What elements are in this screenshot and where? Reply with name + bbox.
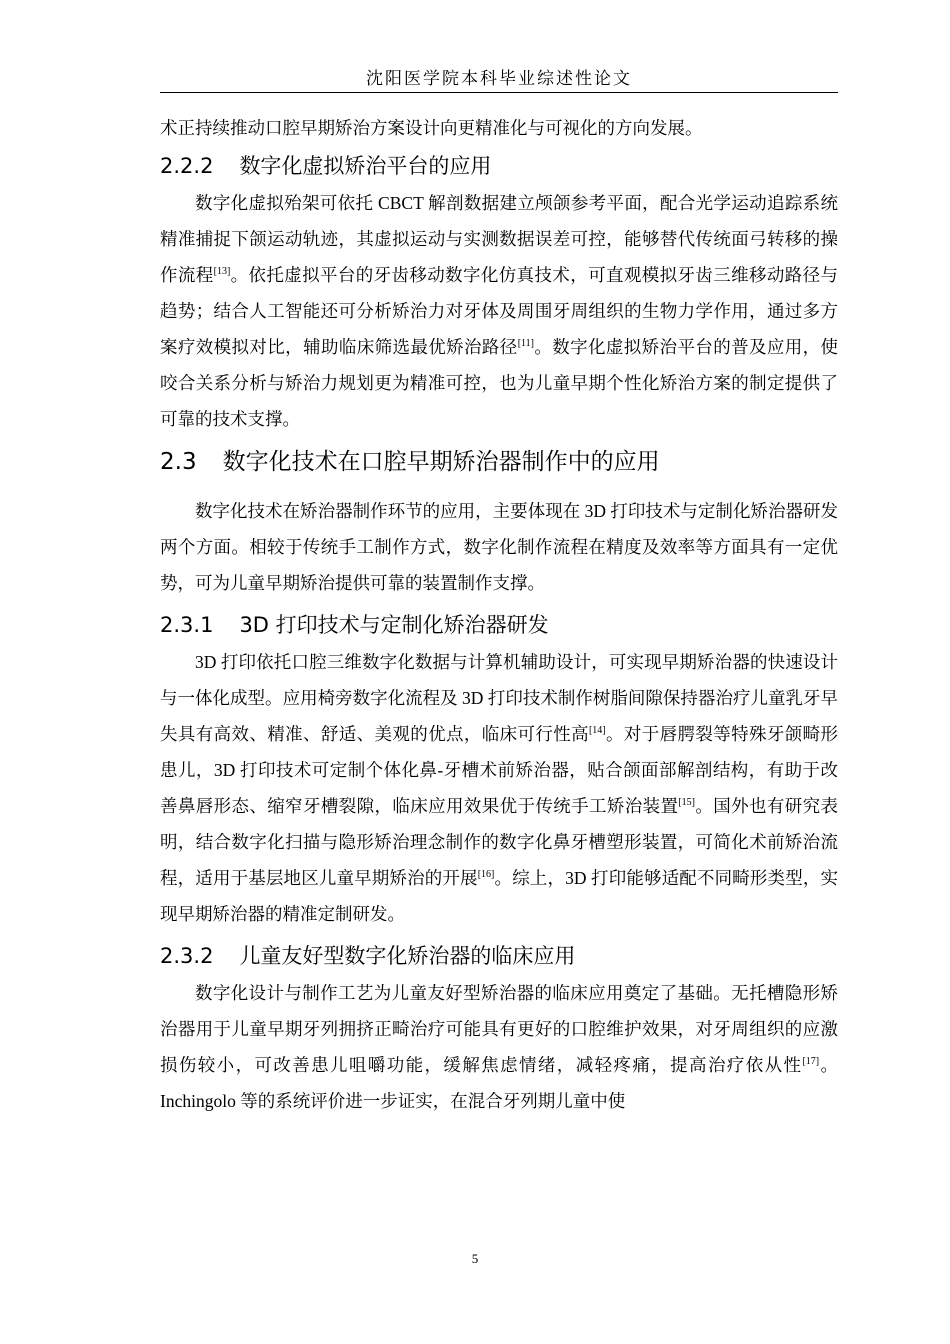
- text-run: 。依托虚拟平台的牙齿移动数字化仿真技术，可直观模拟牙齿三维移动路径与趋势；结合人工智能还可分析矫治力对牙体及周围牙周组织的生物力学作用，通过多方案疗效模拟对比，辅助临床筛选最优矫治路径: [160, 265, 839, 357]
- paragraph: [160, 185, 838, 437]
- citation: [14]: [588, 725, 606, 737]
- text-run: 3D 打印依托口腔三维数字化数据与计算机辅助设计，可实现早期矫治器的快速设计与一体化成型。应用椅旁数字化流程及 3D 打印技术制作树脂间隙保持器治疗儿童乳牙早失具有高效、精准、舒适、美观的优点，临床可行性高: [160, 652, 838, 744]
- section-heading-2-3-1: [160, 611, 838, 639]
- paragraph: [160, 975, 838, 1119]
- text-run: 。数字化虚拟矫治平台的普及应用，使咬合关系分析与矫治力规划更为精准可控，也为儿童早期个性化矫治方案的制定提供了可靠的技术支撑。: [160, 337, 839, 429]
- paragraph: 数字化技术在矫治器制作环节的应用，主要体现在 3D 打印技术与定制化矫治器研发两个方面。相较于传统手工制作方式，数字化制作流程在精度及效率等方面具有一定优势，可为儿童早期矫治提供可靠的装置制作支撑。: [160, 501, 838, 593]
- running-header: 沈阳医学院本科毕业综述性论文: [366, 69, 632, 89]
- text-run: 数字化虚拟殆架可依托 CBCT 解剖数据建立颅颌参考平面，配合光学运动追踪系统精准捕捉下颌运动轨迹，其虚拟运动与实测数据误差可控，能够替代传统面弓转移的操作流程: [160, 193, 838, 285]
- text-run: 数字化设计与制作工艺为儿童友好型矫治器的临床应用奠定了基础。无托槽隐形矫治器用于儿童早期牙列拥挤正畸治疗可能具有更好的口腔维护效果，对牙周组织的应激损伤较小，可改善患儿咀嚼功能，缓解焦虑情绪，减轻疼痛，提高治疗依从性: [160, 983, 838, 1075]
- section-number: 2.3.2: [160, 944, 214, 968]
- citation: [11]: [517, 338, 534, 350]
- section-number: 2.2.2: [160, 154, 214, 178]
- section-title: 3D 打印技术与定制化矫治器研发: [239, 613, 549, 637]
- section-heading-2-3-2: [160, 942, 838, 970]
- section-heading-2-2-2: [160, 152, 838, 180]
- section-title: 数字化虚拟矫治平台的应用: [239, 154, 492, 178]
- text-run: 。国外也有研究表明，结合数字化扫描与隐形矫治理念制作的数字化鼻牙槽塑形装置，可简化术前矫治流程，适用于基层地区儿童早期矫治的开展: [160, 796, 839, 888]
- section-title: 儿童友好型数字化矫治器的临床应用: [239, 944, 576, 968]
- citation: [13]: [213, 266, 231, 278]
- citation: [17]: [802, 1056, 820, 1068]
- section-number: 2.3.1: [160, 613, 214, 637]
- header-rule: [160, 92, 838, 93]
- text-run: 。Inchingolo 等的系统评价进一步证实，在混合牙列期儿童中使: [160, 1055, 839, 1111]
- citation: [16]: [477, 869, 495, 881]
- citation: [15]: [678, 797, 696, 809]
- continuation-paragraph: 术正持续推动口腔早期矫治方案设计向更精准化与可视化的方向发展。: [160, 118, 703, 138]
- section-number: 2.3: [160, 449, 197, 475]
- body-content: [160, 110, 838, 1119]
- text-run: 。综上，3D 打印能够适配不同畸形类型，实现早期矫治器的精准定制研发。: [160, 868, 839, 924]
- section-title: 数字化技术在口腔早期矫治器制作中的应用: [222, 449, 660, 475]
- page-number: 5: [471, 1251, 479, 1266]
- section-heading-2-3: [160, 447, 838, 477]
- paragraph: [160, 644, 838, 932]
- text-run: 。对于唇腭裂等特殊牙颌畸形患儿，3D 打印技术可定制个体化鼻-牙槽术前矫治器，贴合颌面部解剖结构，有助于改善鼻唇形态、缩窄牙槽裂隙，临床应用效果优于传统手工矫治装置: [160, 724, 838, 816]
